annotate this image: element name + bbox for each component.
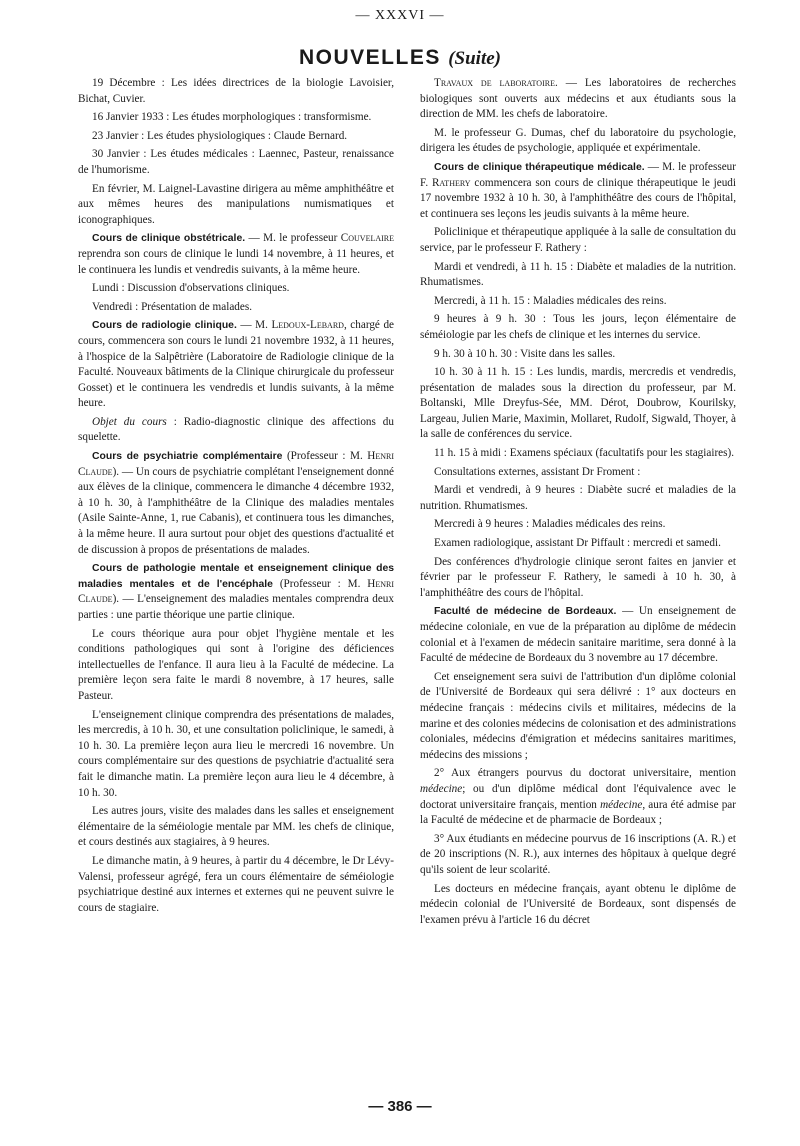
paragraph: 11 h. 15 à midi : Examens spéciaux (facultatifs pour les stagiaires). [434, 447, 735, 460]
paragraph: 9 heures à 9 h. 30 : Tous les jours, leçon élémentaire de séméiologie par les chefs de clinique et les internes du service. [420, 313, 736, 341]
section-title [0, 46, 800, 70]
page-roman-number: — XXXVI — [355, 8, 445, 23]
paragraph: Vendredi : Présentation de malades. [92, 300, 252, 313]
title-main: NOUVELLES [299, 46, 441, 69]
paragraph: 10 h. 30 à 11 h. 15 : Les lundis, mardis, mercredis et vendredis, présentation de malades sous la direction du professeur, par M. Boltanski, Mlle Dreyfus-Sée, MM. Dérot, Doubrow, Kourilsky, Largeau, Julien Marie, Maximin, Mollaret, Rudolf, Sigwald, Thoyer, à la salle de conférences du service. [420, 366, 736, 441]
page-number: — 386 — [368, 1098, 432, 1115]
paragraph: Consultations externes, assistant Dr Froment : [434, 465, 641, 478]
paragraph: 30 Janvier : Les études médicales : Laennec, Pasteur, renaissance de l'humorisme. [78, 148, 394, 176]
paragraph: Mercredi à 9 heures : Maladies médicales des reins. [434, 518, 666, 531]
paragraph: Le cours théorique aura pour objet l'hygiène mentale et les conditions pathologiques qui sont à l'origine des déficiences intellectuelles de l'enfance. Il aura lieu à la Faculté de médecine. La première leçon sera faite le mardi 8 novembre, à 17 heures, salle Pasteur. [78, 627, 394, 702]
heading: Cours de pathologie mentale et enseignement clinique des maladies mentales et de l'encéphale [78, 563, 394, 590]
paragraph: 16 Janvier 1933 : Les études morphologiques : transformisme. [92, 111, 372, 124]
radiology-object: Objet du cours : Radio-diagnostic clinique des affections du squelette. [78, 415, 394, 444]
paragraph: 2° Aux étrangers pourvus du doctorat universitaire, mention médecine; ou d'un diplôme médical dont l'équivalence avec le doctorat universitaire français, mention médecine, aura été admise par la Faculté de médecine et de pharmacie de Bordeaux ; [420, 767, 736, 827]
heading: Travaux de laboratoire. [434, 77, 558, 89]
paragraph: 19 Décembre : Les idées directrices de la biologie Lavoisier, Bichat, Cuvier. [78, 77, 394, 105]
paragraph: L'enseignement clinique comprendra des présentations de malades, les mercredis, à 10 h. 30, et une consultation policlinique, le samedi, à 10 h. 30. La première leçon aura lieu le mercredi 16 novembre. Un cours complémentaire sur des questions de psychiatrie d'actualité sera fait le dimanche matin. La première leçon aura lieu le 4 décembre, à 10 h. 30. [78, 708, 394, 799]
paragraph: Lundi : Discussion d'observations cliniques. [92, 282, 290, 295]
paragraph: En février, M. Laignel-Lavastine dirigera au même amphithéâtre et aux mêmes heures des manipulations numismatiques et iconographiques. [78, 182, 394, 226]
left-column [78, 76, 394, 919]
heading: Cours de radiologie clinique. [92, 320, 237, 332]
paragraph: Les autres jours, visite des malades dans les salles et enseignement élémentaire de la séméiologie mentale par MM. les chefs de clinique, et cours destinés aux stagiaires, à 9 heures. [78, 805, 394, 849]
heading: Faculté de médecine de Bordeaux. [434, 606, 617, 618]
paragraph: Mardi et vendredi, à 9 heures : Diabète sucré et maladies de la nutrition. Rhumatismes. [420, 484, 736, 512]
paragraph: Les docteurs en médecine français, ayant obtenu le diplôme de médecin colonial de l'Université de Bordeaux, sont dispensés de l'examen prévu à l'article 16 du décret [420, 882, 736, 926]
paragraph: 9 h. 30 à 10 h. 30 : Visite dans les salles. [434, 347, 616, 360]
radiology-course: Cours de radiologie clinique. — M. Ledoux-Lebard, chargé de cours, commencera son cours le lundi 21 novembre 1932, à 11 heures, à l'hospice de la Salpêtrière (Laboratoire de Radiologie clinique de la Faculté. Nouveaux bâtiments de la Clinique chirurgicale du professeur Gosset) et le continuera les vendredis et lundis suivants, à la même heure. [78, 319, 395, 410]
paragraph: Mercredi, à 11 h. 15 : Maladies médicales des reins. [434, 294, 667, 307]
paragraph: 23 Janvier : Les études physiologiques : Claude Bernard. [92, 129, 348, 142]
right-column [420, 76, 736, 931]
title-suffix: (Suite) [448, 48, 501, 69]
paragraph: Mardi et vendredi, à 11 h. 15 : Diabète et maladies de la nutrition. Rhumatismes. [420, 260, 736, 289]
psychiatry-course: Cours de psychiatrie complémentaire (Professeur : M. Henri Claude). — Un cours de psychiatrie complétant l'enseignement donné aux élèves de la clinique, commencera le dimanche 4 décembre 1932, à 10 h. 30, à l'amphithéâtre de la Clinique des maladies mentales (Asile Sainte-Anne, 1, rue Cabanis), et continuera tous les dimanches, à la même heure. Il aura surtout pour objet des questions d'actualité et de discussion à propos de présentations de malades. [78, 450, 394, 556]
heading: Cours de clinique thérapeutique médicale. [434, 161, 645, 173]
obstetric-course: Cours de clinique obstétricale. — M. le professeur Couvelaire reprendra son cours de clinique le lundi 14 novembre, à 11 heures, et le continuera les lundis et vendredis suivants, à la même heure. [78, 232, 395, 276]
heading: Cours de psychiatrie complémentaire [92, 451, 283, 463]
bordeaux-faculty: Faculté de médecine de Bordeaux. — Un enseignement de médecine coloniale, en vue de la préparation au diplôme de médecin colonial et à l'examen de médecin sanitaire maritime, sera donné à la Faculté de médecine de Bordeaux du 3 novembre au 17 décembre. [420, 605, 736, 665]
paragraph: 3° Aux étudiants en médecine pourvus de 16 inscriptions (A. R.) et de 20 inscriptions (N. R.), aux internes des hôpitaux à quelque degré qu'ils soient de leur scolarité. [420, 832, 736, 876]
laboratory-works: Travaux de laboratoire. — Les laboratoires de recherches biologiques sont ouverts aux médecins et aux étudiants sous la direction de MM. les chefs de laboratoire. [420, 77, 736, 121]
therapeutic-course: Cours de clinique thérapeutique médicale. — M. le professeur F. Rathery commencera son cours de clinique thérapeutique le jeudi 17 novembre 1932 à 10 h. 30, à l'amphithéâtre des cours de l'hôpital, et continuera ses leçons les jeudis suivants à la même heure. [420, 160, 736, 220]
paragraph: Le dimanche matin, à 9 heures, à partir du 4 décembre, le Dr Lévy-Valensi, professeur agrégé, fera un cours élémentaire de séméiologie psychiatrique destiné aux internes et externes qui ne peuvent suivre le cours de stagiaire. [78, 854, 394, 914]
heading: Cours de clinique obstétricale. [92, 233, 246, 245]
paragraph: Examen radiologique, assistant Dr Piffault : mercredi et samedi. [434, 537, 721, 550]
paragraph: Cet enseignement sera suivi de l'attribution d'un diplôme colonial de l'Université de Bordeaux qui sera délivré : 1° aux docteurs en médecine français : médecins civils et militaires, médecins de la marine et des colonies médecins de colonisation et des administrations coloniales, médecins d'émigration et médecins sanitaires maritimes, médecins des missions ; [420, 670, 736, 761]
paragraph: M. le professeur G. Dumas, chef du laboratoire du psychologie, dirigera les études de psychologie, appliquée et expérimentale. [420, 126, 736, 155]
paragraph: Policlinique et thérapeutique appliquée à la salle de consultation du service, par le professeur F. Rathery : [420, 226, 736, 254]
pathology-course: Cours de pathologie mentale et enseignement clinique des maladies mentales et de l'encéphale (Professeur : M. Henri Claude). — L'enseignement des maladies mentales comprendra deux parties : une partie théorique une partie clinique. [78, 563, 394, 621]
paragraph: Des conférences d'hydrologie clinique seront faites en janvier et février par le professeur F. Rathery, le samedi à 10 h. 30, à l'amphithéâtre des cours de l'hôpital. [420, 555, 736, 599]
